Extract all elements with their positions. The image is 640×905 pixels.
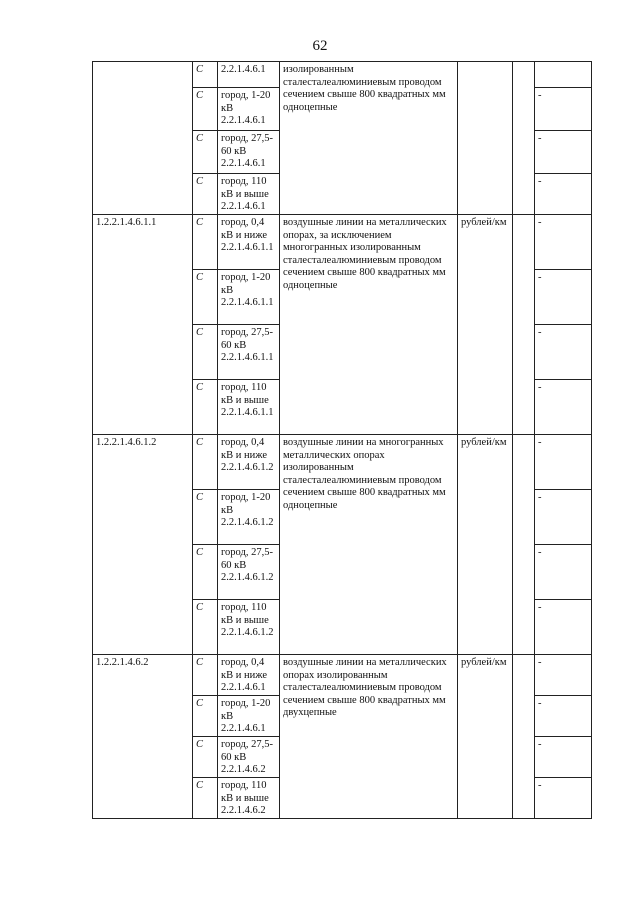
row-value: - [535,215,592,270]
area-voltage: 2.2.1.4.6.1 [218,62,280,88]
class-mark: С [193,490,218,545]
row-spacer [513,215,535,435]
class-mark: С [193,270,218,325]
area-voltage: город, 1-20 кВ 2.2.1.4.6.1 [218,696,280,737]
area-voltage: город, 1-20 кВ 2.2.1.4.6.1.2 [218,490,280,545]
row-value: - [535,88,592,131]
class-mark: С [193,380,218,435]
row-value: - [535,696,592,737]
row-description: воздушные линии на металлических опорах изолированным сталесталеалюминиевым проводом сечением свыше 800 квадратных мм двухцепные [280,655,458,819]
class-mark: С [193,696,218,737]
area-voltage: город, 0,4 кВ и ниже 2.2.1.4.6.1.2 [218,435,280,490]
row-code: 1.2.2.1.4.6.1.1 [93,215,193,435]
class-mark: С [193,325,218,380]
row-spacer [513,435,535,655]
row-code: 1.2.2.1.4.6.2 [93,655,193,819]
class-mark: С [193,655,218,696]
class-mark: С [193,737,218,778]
table-row [93,215,592,270]
row-unit: рублей/км [458,435,513,655]
table-row [93,62,592,88]
row-value: - [535,545,592,600]
class-mark: С [193,88,218,131]
row-value: - [535,380,592,435]
area-voltage: город, 27,5-60 кВ 2.2.1.4.6.2 [218,737,280,778]
area-voltage: город, 0,4 кВ и ниже 2.2.1.4.6.1 [218,655,280,696]
page-number: 62 [312,38,328,54]
row-value: - [535,737,592,778]
row-unit: рублей/км [458,215,513,435]
row-value: - [535,131,592,174]
row-description: изолированным сталесталеалюминиевым проводом сечением свыше 800 квадратных мм одноцепные [280,62,458,215]
row-spacer [513,655,535,819]
table-row [93,435,592,490]
area-voltage: город, 27,5-60 кВ 2.2.1.4.6.1 [218,131,280,174]
area-voltage: город, 110 кВ и выше 2.2.1.4.6.1.2 [218,600,280,655]
table-row [93,655,592,696]
row-value [535,62,592,88]
row-value: - [535,325,592,380]
class-mark: С [193,62,218,88]
area-voltage: город, 27,5-60 кВ 2.2.1.4.6.1.1 [218,325,280,380]
row-code [93,62,193,215]
area-voltage: город, 1-20 кВ 2.2.1.4.6.1 [218,88,280,131]
row-unit [458,62,513,215]
class-mark: С [193,778,218,819]
area-voltage: город, 1-20 кВ 2.2.1.4.6.1.1 [218,270,280,325]
class-mark: С [193,545,218,600]
row-value: - [535,270,592,325]
area-voltage: город, 0,4 кВ и ниже 2.2.1.4.6.1.1 [218,215,280,270]
row-code: 1.2.2.1.4.6.1.2 [93,435,193,655]
area-voltage: город, 110 кВ и выше 2.2.1.4.6.1.1 [218,380,280,435]
row-value: - [535,435,592,490]
row-description: воздушные линии на металлических опорах, за исключением многогранных изолированным сталесталеалюминиевым проводом сечением свыше 800 квадратных мм одноцепные [280,215,458,435]
row-description: воздушные линии на многогранных металлических опорах изолированным сталесталеалюминиевым проводом сечением свыше 800 квадратных мм одноцепные [280,435,458,655]
class-mark: С [193,600,218,655]
class-mark: С [193,215,218,270]
class-mark: С [193,435,218,490]
area-voltage: город, 110 кВ и выше 2.2.1.4.6.2 [218,778,280,819]
row-value: - [535,655,592,696]
row-value: - [535,490,592,545]
class-mark: С [193,174,218,215]
area-voltage: город, 110 кВ и выше 2.2.1.4.6.1 [218,174,280,215]
tariff-table [92,61,592,819]
class-mark: С [193,131,218,174]
row-value: - [535,778,592,819]
area-voltage: город, 27,5-60 кВ 2.2.1.4.6.1.2 [218,545,280,600]
row-value: - [535,600,592,655]
row-unit: рублей/км [458,655,513,819]
row-spacer [513,62,535,215]
row-value: - [535,174,592,215]
